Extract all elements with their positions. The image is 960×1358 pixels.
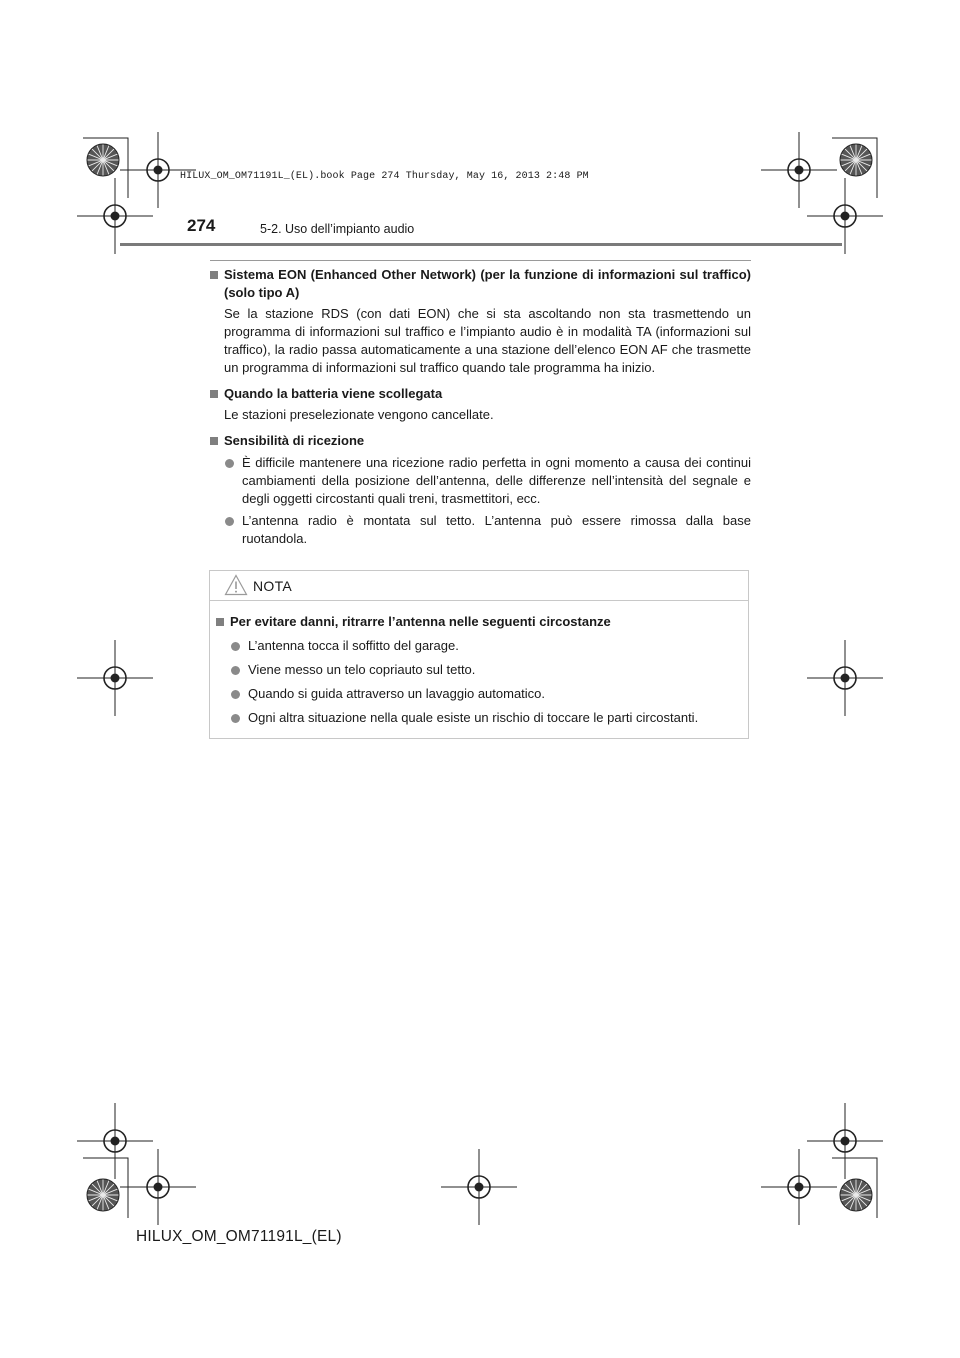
list-item: L’antenna tocca il soffitto del garage.	[216, 637, 742, 655]
square-bullet-icon	[210, 390, 218, 398]
main-content	[210, 266, 751, 556]
round-bullet-icon	[231, 714, 240, 723]
list-item: L’antenna radio è montata sul tetto. L’antenna può essere rimossa dalla base ruotandola.	[210, 512, 751, 548]
section-paragraph: Le stazioni preselezionate vengono cancellate.	[224, 407, 494, 422]
round-bullet-icon	[231, 690, 240, 699]
section-heading: Sistema EON (Enhanced Other Network) (per la funzione di informazioni sul traffico) (solo tipo A)	[210, 266, 751, 302]
note-heading: Per evitare danni, ritrarre l’antenna nelle seguenti circostanze	[216, 613, 742, 631]
round-bullet-icon	[231, 642, 240, 651]
content-rule	[210, 260, 751, 261]
note-box	[209, 570, 749, 739]
note-title: NOTA	[253, 578, 293, 594]
section-title: 5-2. Uso dell’impianto audio	[260, 222, 415, 236]
note-header	[210, 571, 748, 601]
round-bullet-icon	[225, 459, 234, 468]
square-bullet-icon	[216, 618, 224, 626]
warning-triangle-icon	[224, 574, 248, 596]
footer-document-code: HILUX_OM_OM71191L_(EL)	[136, 1228, 342, 1245]
list-item: Quando si guida attraverso un lavaggio automatico.	[216, 685, 742, 703]
note-body	[216, 613, 742, 727]
section-battery	[210, 385, 751, 424]
section-eon	[210, 266, 751, 377]
section-heading: Quando la batteria viene scollegata	[210, 385, 751, 403]
square-bullet-icon	[210, 437, 218, 445]
section-heading: Sensibilità di ricezione	[210, 432, 751, 450]
list-item: Viene messo un telo copriauto sul tetto.	[216, 661, 742, 679]
section-reception	[210, 432, 751, 548]
square-bullet-icon	[210, 271, 218, 279]
page-number: 274	[187, 216, 216, 235]
round-bullet-icon	[231, 666, 240, 675]
header-rule	[120, 243, 842, 246]
list-item: Ogni altra situazione nella quale esiste un rischio di toccare le parti circostanti.	[216, 709, 742, 727]
book-file-info: HILUX_OM_OM71191L_(EL).book Page 274 Thursday, May 16, 2013 2:48 PM	[180, 171, 589, 182]
section-paragraph: Se la stazione RDS (con dati EON) che si sta ascoltando non sta trasmettendo un programma di informazioni sul traffico e l’impianto audio è in modalità TA (informazioni sul traffico), la radio passa automaticamente a una stazione dell’elenco EON AF che trasmette un programma di informazioni sul traffico quando tale programma ha inizio.	[224, 306, 751, 375]
round-bullet-icon	[225, 517, 234, 526]
list-item: È difficile mantenere una ricezione radio perfetta in ogni momento a causa dei continui cambiamenti della posizione dell’antenna, delle differenze nell’intensità del segnale e degli oggetti circostanti quali treni, trasmettitori, ecc.	[210, 454, 751, 508]
